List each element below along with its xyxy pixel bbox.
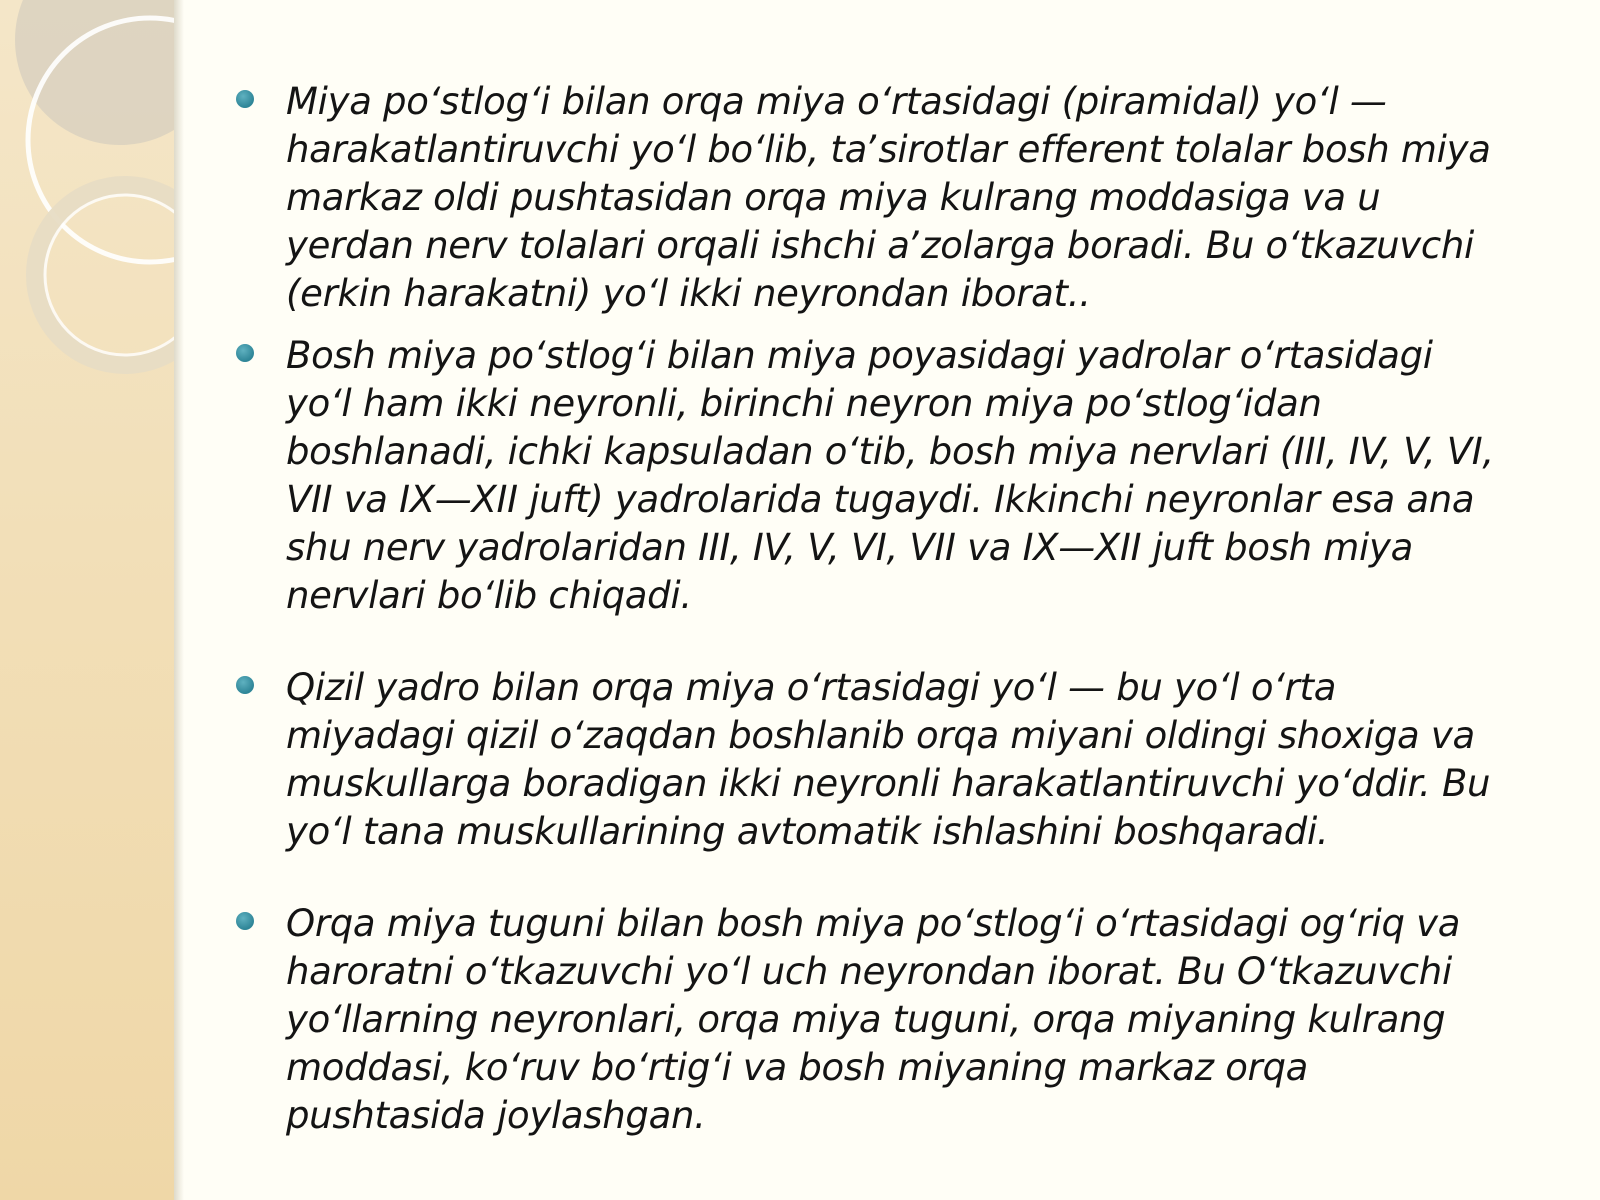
bullet-item-pain-temperature-tract	[236, 900, 1506, 1140]
grey-disc-shape	[15, 0, 174, 145]
slide-content	[236, 78, 1506, 1140]
bullet-text: Miya poʻstlogʻi bilan orqa miya oʻrtasidagi (piramidal) yoʻl — harakatlantiruvchi yoʻl boʻlib, taʼsirotlar efferent tolalar bosh miya markaz oldi pushtasidan orqa miya kulrang moddasiga va u yerdan nerv tolalari orqali ishchi aʼzolarga boradi. Bu oʻtkazuvchi (erkin harakatni) yoʻl ikki neyrondan iborat..	[286, 80, 1491, 315]
sidebar-shadow-edge	[174, 0, 184, 1200]
bullet-dot-icon	[236, 344, 254, 362]
beige-ring-shape	[35, 185, 174, 365]
bullet-dot-icon	[236, 90, 254, 108]
bullet-dot-icon	[236, 676, 254, 694]
bullet-item-pyramidal-tract	[236, 78, 1506, 318]
bullet-text: Orqa miya tuguni bilan bosh miya poʻstlogʻi oʻrtasidagi ogʻriq va haroratni oʻtkazuvchi yoʻl uch neyrondan iborat. Bu Oʻtkazuvchi yoʻllarning neyronlari, orqa miya tuguni, orqa miyaning kulrang moddasi, koʻruv boʻrtigʻi va bosh miyaning markaz orqa pushtasida joylashgan.	[286, 902, 1461, 1137]
bullet-dot-icon	[236, 912, 254, 930]
decorative-sidebar	[0, 0, 174, 1200]
bullet-text: Bosh miya poʻstlogʻi bilan miya poyasidagi yadrolar oʻrtasidagi yoʻl ham ikki neyronli, birinchi neyron miya poʻstlogʻidan boshlanadi, ichki kapsuladan oʻtib, bosh miya nervlari (III, IV, V, VI, VII va IX—XII juft) yadrolarida tugaydi. Ikkinchi neyronlar esa ana shu nerv yadrolaridan III, IV, V, VI, VII va IX—XII juft bosh miya nervlari boʻlib chiqadi.	[286, 334, 1494, 617]
bullet-item-rubrospinal-tract	[236, 664, 1506, 856]
decorative-rings-graphic	[0, 0, 174, 420]
bullet-item-corticonuclear-tract	[236, 332, 1506, 620]
bullet-text: Qizil yadro bilan orqa miya oʻrtasidagi yoʻl — bu yoʻl oʻrta miyadagi qizil oʻzaqdan boshlanib orqa miyani oldingi shoxiga va muskullarga boradigan ikki neyronli harakatlantiruvchi yoʻddir. Bu yoʻl tana muskullarining avtomatik ishlashini boshqaradi.	[286, 666, 1491, 853]
